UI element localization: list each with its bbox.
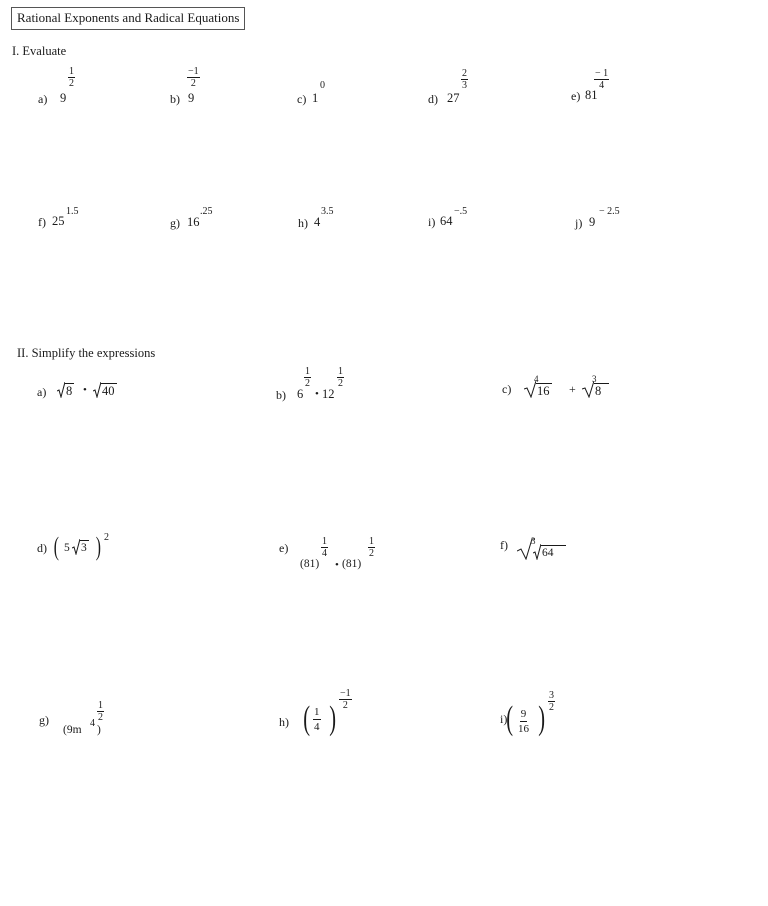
- exponent-fraction: $\frac{-1}{2}$: [188, 66, 199, 89]
- exponent-fraction: $\frac{1}{2}$: [305, 366, 310, 389]
- exponent-fraction: $\frac{1}{2}$: [338, 366, 343, 389]
- exponent-fraction: $\frac{- 1}{4}$: [595, 68, 609, 91]
- worksheet-title: Rational Exponents and Radical Equations: [11, 7, 245, 30]
- left-paren: (: [506, 700, 514, 737]
- left-paren: (: [53, 532, 59, 561]
- radical-sign-icon: [93, 382, 101, 398]
- section-simplify-heading: II. Simplify the expressions: [17, 346, 156, 360]
- right-paren: ): [329, 700, 337, 737]
- right-paren: ): [95, 532, 101, 561]
- square-root-8: 8: [57, 382, 74, 398]
- cube-root-8: 3 8: [582, 380, 609, 398]
- left-paren: (: [303, 700, 311, 737]
- base-fraction: $\frac{1}{4}$: [314, 706, 320, 733]
- exponent-fraction: $\frac{3}{2}$: [549, 690, 554, 713]
- radical-sign-icon: [533, 544, 541, 560]
- base-fraction: $\frac{9}{16}$: [518, 708, 529, 735]
- exponent-fraction: $\frac{-1}{2}$: [340, 688, 351, 711]
- fourth-root-16: 4 16: [524, 380, 552, 398]
- square-root-64: 64: [533, 544, 566, 560]
- square-root-3: 3: [72, 539, 89, 555]
- exponent-fraction: $\frac{1}{2}$: [98, 700, 103, 723]
- section-evaluate-heading: I. Evaluate: [12, 44, 67, 58]
- right-paren: ): [538, 700, 546, 737]
- exponent-fraction: $\frac{1}{4}$: [322, 536, 327, 559]
- radical-sign-icon: [72, 539, 80, 555]
- exponent-fraction: $\frac{2}{3}$: [462, 68, 467, 91]
- exponent-fraction: $\frac{1}{2}$: [369, 536, 374, 559]
- cube-root-of-square-root-64: 3 64: [517, 538, 566, 560]
- exponent-fraction: $\frac{1}{2}$: [69, 66, 74, 89]
- square-root-40: 40: [93, 382, 117, 398]
- radical-sign-icon: [57, 382, 65, 398]
